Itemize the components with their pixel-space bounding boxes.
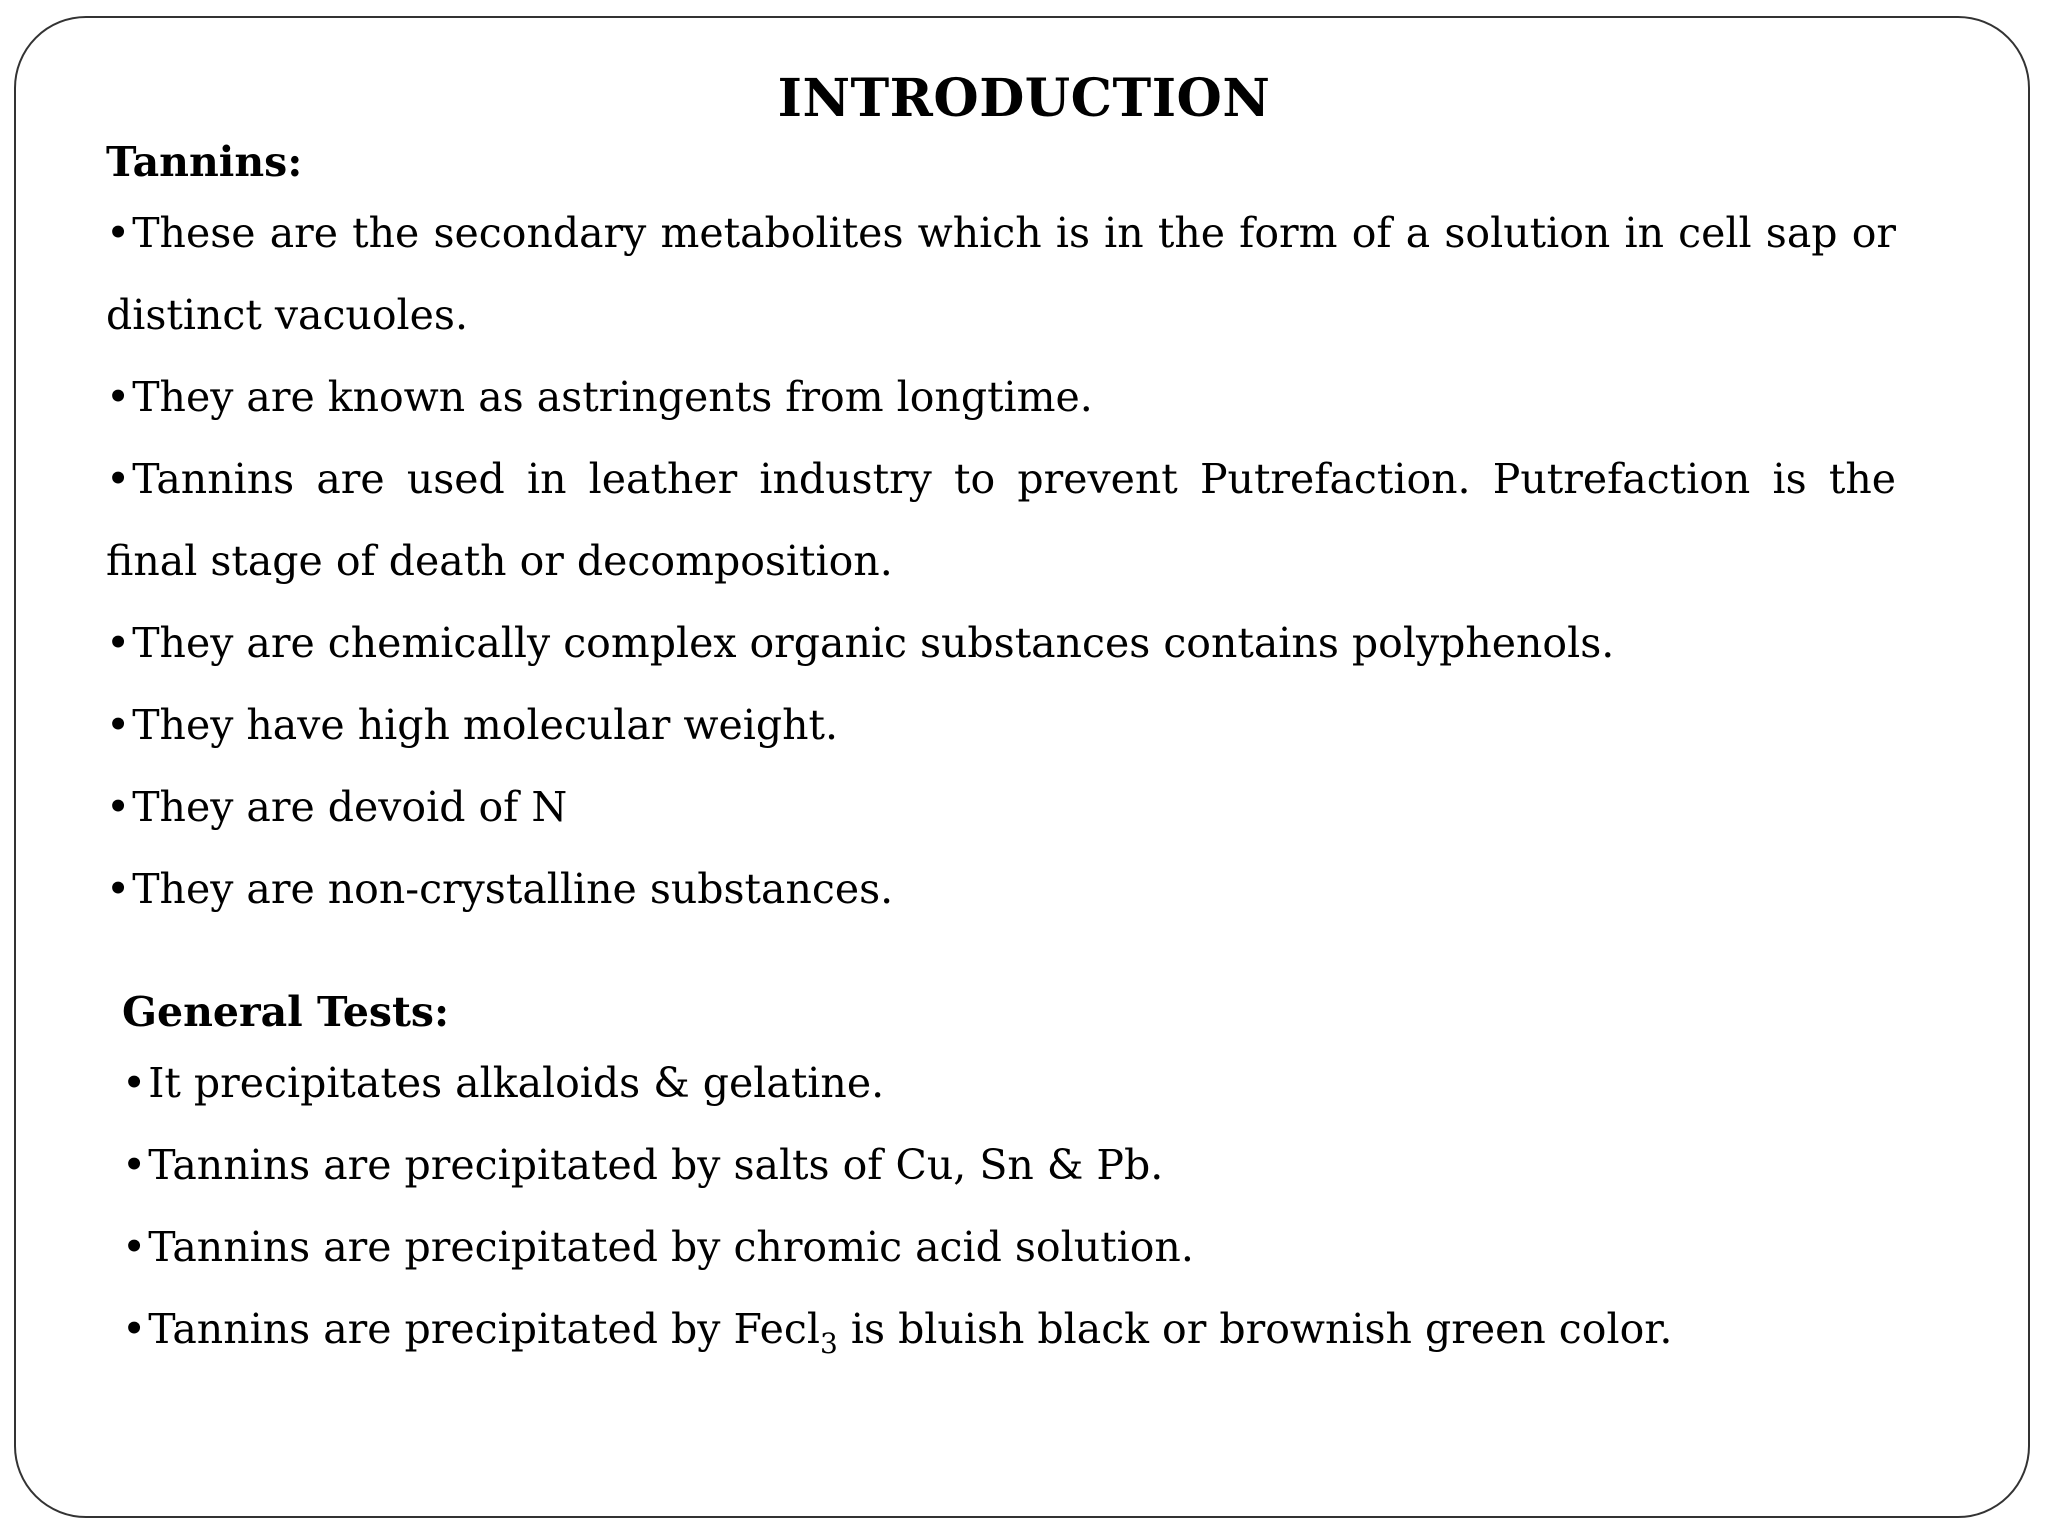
tannins-heading: Tannins: [106, 138, 303, 186]
tannins-bullet-5 [106, 684, 1896, 766]
bullet-marker: • [106, 865, 131, 913]
bullet-marker: • [106, 455, 131, 503]
bullet-text: They have high molecular weight. [132, 701, 839, 749]
tannins-bullet-3 [106, 438, 1896, 602]
bullet-text: They are devoid of N [132, 783, 568, 831]
formula-subscript: 3 [820, 1327, 838, 1360]
bullet-text: Tannins are precipitated by salts of Cu, Sn & Pb. [148, 1141, 1164, 1189]
bullet-marker: • [122, 1059, 147, 1107]
bullet-marker: • [106, 373, 131, 421]
bullet-text-before: Tannins are precipitated by Fecl [148, 1305, 821, 1353]
tests-bullet-3 [122, 1206, 1912, 1288]
tannins-section [106, 132, 1896, 930]
bullet-marker: • [106, 783, 131, 831]
bullet-text: They are non-crystalline substances. [132, 865, 894, 913]
bullet-text: They are chemically complex organic substances contains polyphenols. [132, 619, 1615, 667]
tannins-bullet-4 [106, 602, 1896, 684]
general-tests-section [122, 982, 1912, 1370]
tests-bullet-2 [122, 1124, 1912, 1206]
bullet-text: Tannins are used in leather industry to prevent Putrefaction. Putrefaction is the final stage of death or decomposition. [106, 455, 1896, 585]
tests-bullet-4 [122, 1288, 1912, 1370]
bullet-marker: • [106, 701, 131, 749]
bullet-marker: • [122, 1223, 147, 1271]
tannins-bullet-2 [106, 356, 1896, 438]
slide-title: INTRODUCTION [777, 68, 1271, 129]
bullet-marker: • [122, 1141, 147, 1189]
tests-bullet-1 [122, 1042, 1912, 1124]
bullet-marker: • [106, 619, 131, 667]
bullet-marker: • [106, 209, 131, 257]
tannins-bullet-7 [106, 848, 1896, 930]
bullet-text-after: is bluish black or brownish green color. [837, 1305, 1673, 1353]
bullet-marker: • [122, 1305, 147, 1353]
tannins-bullet-1 [106, 192, 1896, 356]
general-tests-heading: General Tests: [122, 988, 450, 1036]
bullet-text: Tannins are precipitated by chromic acid solution. [148, 1223, 1194, 1271]
tannins-bullet-6 [106, 766, 1896, 848]
bullet-text: These are the secondary metabolites which is in the form of a solution in cell sap or distinct vacuoles. [106, 209, 1896, 339]
bullet-text: It precipitates alkaloids & gelatine. [148, 1059, 885, 1107]
bullet-text: They are known as astringents from longtime. [132, 373, 1093, 421]
